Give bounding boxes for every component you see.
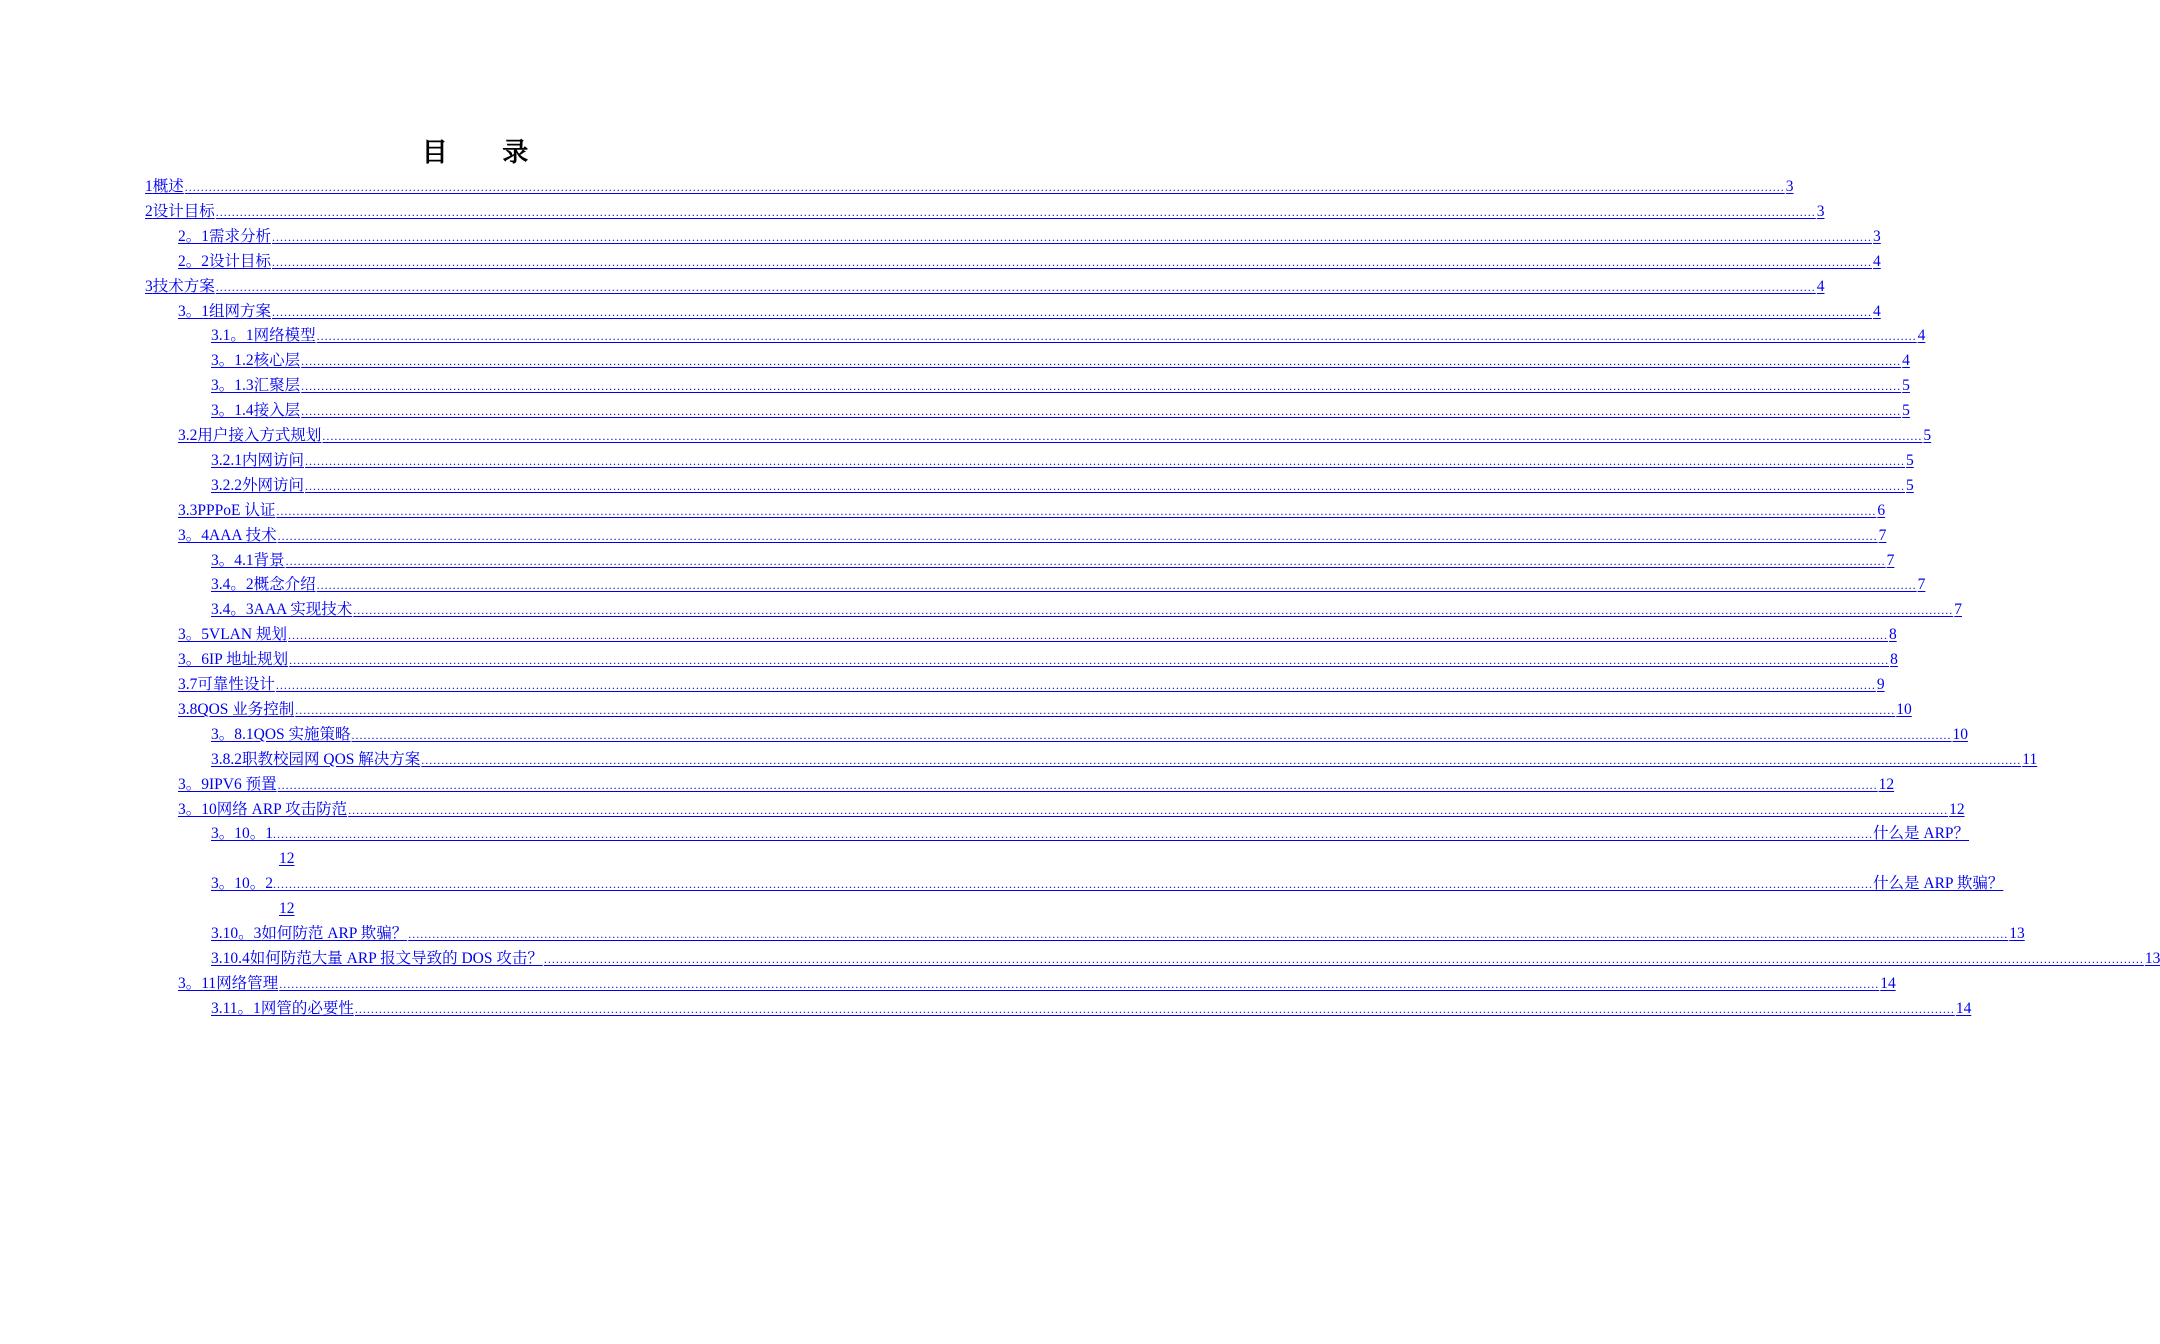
- toc-title: 外网访问: [242, 476, 305, 494]
- toc-leader-dots: ................................................................................................................................................................................................................................................................................................................................................................................................................: [316, 578, 1917, 593]
- toc-leader-dots: ................................................................................................................................................................................................................................................................................................................................................................................................................: [276, 503, 1877, 518]
- toc-number: 3.1。1: [211, 327, 254, 345]
- toc-page-number: 5: [1923, 427, 1932, 444]
- toc-leader-dots: ................................................................................................................................................................................................................................................................................................................................................................................................................: [543, 951, 2144, 966]
- toc-entry[interactable]: [211, 921, 2025, 946]
- toc-leader-dots: ................................................................................................................................................................................................................................................................................................................................................................................................................: [279, 976, 1880, 991]
- toc-entry[interactable]: [178, 672, 1885, 697]
- toc-title: 如何防范 ARP 欺骗？: [261, 925, 408, 942]
- toc-title: IPV6 预置: [209, 775, 277, 793]
- toc-title: 网络管理: [216, 974, 279, 992]
- toc-number: 3。4.1: [211, 551, 254, 569]
- toc-entry[interactable]: [178, 498, 1886, 523]
- toc-page-number: 7: [1886, 551, 1895, 569]
- toc-page-number: 8: [1888, 626, 1897, 644]
- toc-page-number: 4: [1902, 352, 1910, 370]
- toc-leader-dots: ................................................................................................................................................................................................................................................................................................................................................................................................................: [408, 927, 2009, 941]
- toc-entry[interactable]: [211, 572, 1926, 597]
- toc-number: 3。4: [178, 526, 210, 544]
- page-title: 目 录: [421, 138, 553, 167]
- toc-title: 接入层: [253, 402, 301, 420]
- toc-title: QOS 业务控制: [197, 700, 295, 718]
- toc-page-number: 14: [1880, 974, 1896, 992]
- toc-title: 概念介绍: [253, 576, 316, 594]
- toc-leader-dots: ................................................................................................................................................................................................................................................................................................................................................................................................................: [348, 802, 1949, 817]
- toc-number: 3。6: [178, 651, 210, 669]
- toc-entry[interactable]: [211, 473, 1914, 498]
- toc-page-number: 13: [2009, 925, 2025, 942]
- toc-title: 汇聚层: [253, 377, 301, 395]
- toc-page-number: 4: [1917, 327, 1926, 345]
- toc-entry[interactable]: [211, 597, 1962, 622]
- toc-page-number: 4: [1873, 252, 1881, 270]
- toc-leader-dots: ................................................................................................................................................................................................................................................................................................................................................................................................................: [273, 877, 1874, 892]
- toc-number: 3。1.2: [211, 352, 254, 370]
- toc-entry-wrapped[interactable]: [211, 821, 1970, 871]
- toc-page-number: 3: [1873, 227, 1881, 245]
- toc-page-number: 5: [1906, 476, 1914, 494]
- toc-title: 核心层: [253, 352, 301, 370]
- toc-page-number: 5: [1902, 402, 1910, 420]
- toc-entry[interactable]: [178, 249, 1881, 274]
- toc-title: 用户接入方式规划: [197, 427, 322, 444]
- toc-number: 3.7: [178, 676, 198, 693]
- toc-entry[interactable]: [178, 772, 1895, 797]
- toc-page-number: 4: [1873, 302, 1881, 320]
- toc-leader-dots: ................................................................................................................................................................................................................................................................................................................................................................................................................: [354, 1001, 1955, 1016]
- toc-number: 3.2.2: [211, 476, 242, 494]
- toc-page-number: 12: [279, 850, 295, 868]
- toc-page-number: 6: [1877, 501, 1886, 519]
- toc-page-number: 10: [1952, 725, 1969, 743]
- toc-title: VLAN 规划: [209, 626, 287, 644]
- toc-number: 3。10: [178, 800, 217, 818]
- toc-number: 3.10.4: [211, 949, 250, 967]
- toc-page-number: 9: [1876, 676, 1885, 693]
- toc-page-number: 10: [1896, 700, 1912, 718]
- toc-title: AAA 实现技术: [253, 601, 353, 619]
- toc-page-number: 5: [1902, 377, 1910, 395]
- toc-leader-dots: ................................................................................................................................................................................................................................................................................................................................................................................................................: [184, 180, 1785, 194]
- toc-page-number: 4: [1816, 277, 1825, 295]
- toc-title: 组网方案: [209, 302, 272, 320]
- toc-number: 3。9: [178, 775, 210, 793]
- toc-page-number: 14: [1955, 999, 1972, 1017]
- toc-page-number: 12: [279, 900, 295, 918]
- toc-entry[interactable]: [211, 323, 1926, 348]
- toc-page-number: 11: [2022, 750, 2038, 768]
- toc-leader-dots: ................................................................................................................................................................................................................................................................................................................................................................................................................: [305, 453, 1906, 468]
- toc-page-number: 7: [1917, 576, 1926, 594]
- toc-entry[interactable]: [211, 722, 1969, 747]
- toc-leader-dots: ................................................................................................................................................................................................................................................................................................................................................................................................................: [277, 777, 1878, 792]
- toc-number: 1: [145, 178, 153, 195]
- toc-entry[interactable]: [211, 448, 1914, 473]
- toc-entry[interactable]: [178, 647, 1898, 672]
- toc-leader-dots: ................................................................................................................................................................................................................................................................................................................................................................................................................: [301, 354, 1902, 369]
- toc-entry[interactable]: [178, 523, 1887, 548]
- toc-number: 3。1.4: [211, 402, 254, 420]
- toc-number: 3。10。1: [211, 825, 274, 843]
- toc-leader-dots: ................................................................................................................................................................................................................................................................................................................................................................................................................: [277, 528, 1878, 543]
- toc-title: 概述: [152, 178, 184, 195]
- toc-number: 3.8: [178, 700, 198, 718]
- toc-number: 3。8.1: [211, 725, 254, 743]
- toc-leader-dots: ................................................................................................................................................................................................................................................................................................................................................................................................................: [301, 404, 1902, 419]
- toc-number: 3.2: [178, 427, 198, 444]
- toc-entry[interactable]: [211, 946, 2160, 971]
- toc-leader-dots: ................................................................................................................................................................................................................................................................................................................................................................................................................: [305, 478, 1906, 493]
- toc-number: 3。11: [178, 974, 217, 992]
- toc-page-number: 7: [1878, 526, 1887, 544]
- toc-leader-dots: ................................................................................................................................................................................................................................................................................................................................................................................................................: [295, 702, 1896, 717]
- toc-title: 什么是 ARP 欺骗？: [1873, 875, 2004, 893]
- toc-leader-dots: ................................................................................................................................................................................................................................................................................................................................................................................................................: [272, 229, 1873, 244]
- toc-title: 可靠性设计: [197, 676, 275, 693]
- toc-leader-dots: ................................................................................................................................................................................................................................................................................................................................................................................................................: [285, 553, 1886, 568]
- toc-entry[interactable]: [178, 697, 1912, 722]
- toc-entry[interactable]: [211, 548, 1895, 573]
- toc-title: 技术方案: [152, 277, 215, 295]
- toc-title: QOS 实施策略: [253, 725, 351, 743]
- toc-leader-dots: ................................................................................................................................................................................................................................................................................................................................................................................................................: [215, 279, 1816, 294]
- toc-number: 3.8.2: [211, 750, 242, 768]
- toc-number: 3。10。2: [211, 875, 274, 893]
- toc-entry[interactable]: [211, 747, 2038, 772]
- toc-leader-dots: ................................................................................................................................................................................................................................................................................................................................................................................................................: [353, 603, 1954, 618]
- toc-number: 2。2: [178, 252, 210, 270]
- toc-entry[interactable]: [178, 797, 1965, 822]
- toc-entry[interactable]: [178, 224, 1881, 249]
- toc-number: 3.11。1: [211, 999, 261, 1017]
- toc-leader-dots: ................................................................................................................................................................................................................................................................................................................................................................................................................: [215, 204, 1816, 219]
- toc-number: 3。5: [178, 626, 210, 644]
- toc-entry[interactable]: [145, 274, 1825, 299]
- toc-leader-dots: ................................................................................................................................................................................................................................................................................................................................................................................................................: [287, 628, 1888, 643]
- toc-number: 3。1: [178, 302, 210, 320]
- toc-number: 3.10。3: [211, 925, 262, 942]
- toc-entry[interactable]: [145, 174, 1794, 199]
- toc-number: 3.4。3: [211, 601, 254, 619]
- toc-number: 3.2.1: [211, 451, 242, 469]
- toc-number: 3: [145, 277, 153, 295]
- toc-entry[interactable]: [211, 348, 1910, 373]
- toc-entry[interactable]: [178, 299, 1881, 324]
- toc-number: 3.4。2: [211, 576, 254, 594]
- toc-title: 网络 ARP 攻击防范: [216, 800, 348, 818]
- toc-leader-dots: ................................................................................................................................................................................................................................................................................................................................................................................................................: [275, 678, 1876, 692]
- toc-title: 如何防范大量 ARP 报文导致的 DOS 攻击？: [249, 949, 543, 967]
- toc-leader-dots: ................................................................................................................................................................................................................................................................................................................................................................................................................: [272, 254, 1873, 269]
- toc-leader-dots: ................................................................................................................................................................................................................................................................................................................................................................................................................: [289, 653, 1890, 668]
- toc-leader-dots: ................................................................................................................................................................................................................................................................................................................................................................................................................: [273, 827, 1874, 842]
- toc-leader-dots: ................................................................................................................................................................................................................................................................................................................................................................................................................: [421, 752, 2022, 767]
- toc-page-number: 3: [1785, 178, 1794, 195]
- toc-title: 网络模型: [253, 327, 316, 345]
- toc-entry[interactable]: [178, 971, 1896, 996]
- toc-number: 2: [145, 202, 153, 220]
- toc-title: 内网访问: [242, 451, 305, 469]
- toc-page-number: 12: [1878, 775, 1895, 793]
- toc-title: 设计目标: [152, 202, 215, 220]
- toc-entry[interactable]: [211, 996, 1972, 1021]
- toc-leader-dots: ................................................................................................................................................................................................................................................................................................................................................................................................................: [351, 727, 1952, 742]
- toc-title: 背景: [253, 551, 285, 569]
- toc-title: AAA 技术: [209, 526, 277, 544]
- toc-number: 3。1.3: [211, 377, 254, 395]
- toc-title: 需求分析: [209, 227, 272, 245]
- toc-page-number: 7: [1954, 601, 1962, 619]
- toc-entry-wrapped[interactable]: [211, 871, 2004, 921]
- toc-page-number: 12: [1949, 800, 1965, 818]
- toc-title: 设计目标: [209, 252, 272, 270]
- toc-page-number: 3: [1816, 202, 1825, 220]
- toc-entry[interactable]: [211, 398, 1910, 423]
- toc-title: 职教校园网 QOS 解决方案: [242, 750, 421, 768]
- toc-leader-dots: ................................................................................................................................................................................................................................................................................................................................................................................................................: [301, 379, 1902, 394]
- toc-title: PPPoE 认证: [197, 501, 276, 519]
- toc-entry[interactable]: [178, 622, 1897, 647]
- toc-page-number: 5: [1906, 451, 1914, 469]
- toc-title: IP 地址规划: [209, 651, 289, 669]
- toc-page-number: 8: [1890, 651, 1898, 669]
- toc-leader-dots: ................................................................................................................................................................................................................................................................................................................................................................................................................: [322, 429, 1923, 443]
- toc-title: 网管的必要性: [260, 999, 354, 1017]
- toc-number: 3.3: [178, 501, 198, 519]
- toc-leader-dots: ................................................................................................................................................................................................................................................................................................................................................................................................................: [316, 329, 1917, 344]
- toc-number: 2。1: [178, 227, 210, 245]
- toc-entry[interactable]: [178, 423, 1932, 448]
- toc-title: 什么是 ARP？: [1873, 825, 1970, 843]
- toc-entry[interactable]: [145, 199, 1825, 224]
- toc-page-number: 13: [2144, 949, 2160, 967]
- toc-entry[interactable]: [211, 373, 1910, 398]
- toc-leader-dots: ................................................................................................................................................................................................................................................................................................................................................................................................................: [272, 304, 1873, 319]
